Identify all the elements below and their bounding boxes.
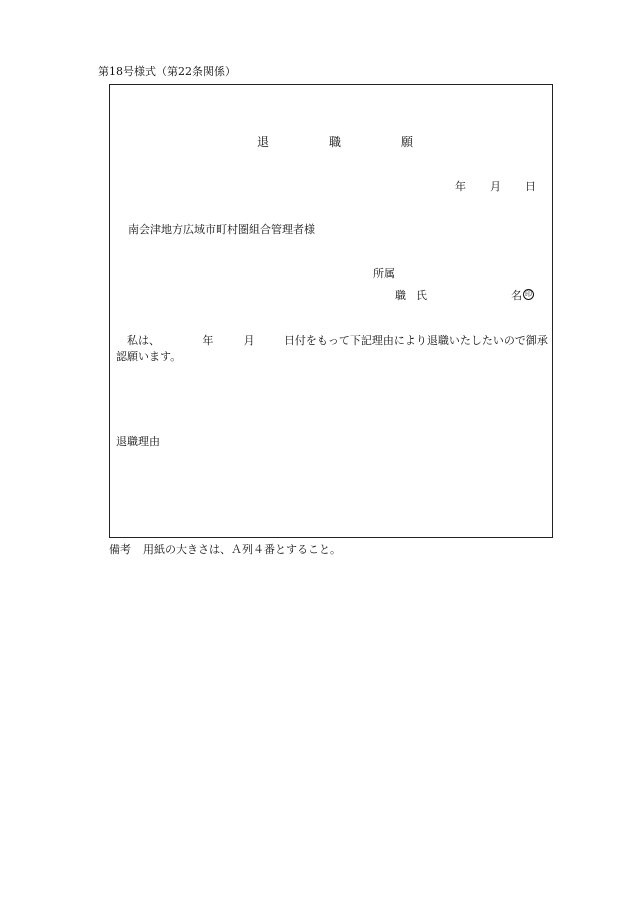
date-line: [455, 181, 536, 192]
remark-text: 用紙の大きさは、Ａ列４番とすること。: [143, 543, 341, 556]
body-month-label: 月: [243, 334, 255, 347]
date-month-label: 月: [490, 180, 501, 193]
form-frame: [109, 84, 553, 538]
date-year-label: 年: [455, 180, 466, 193]
body-line1-start: 私は、: [127, 334, 160, 347]
seal-icon: 印: [525, 290, 532, 298]
title-char-2: 職: [328, 135, 341, 149]
body-year-label: 年: [202, 334, 214, 347]
affiliation-label: 所属: [373, 267, 395, 280]
title-char-3: 願: [400, 135, 413, 149]
addressee: 南会津地方広域市町村圏組合管理者様: [128, 223, 315, 236]
body-line1-end: 日付をもって下記理由により退職いたしたいので御承: [283, 334, 548, 347]
remark-label: 備考: [109, 543, 131, 556]
date-day-label: 日: [525, 180, 536, 193]
request-body: [116, 333, 548, 365]
surname-label: 氏: [416, 289, 427, 302]
form-title: [257, 136, 413, 148]
name-label: 名: [511, 289, 522, 302]
body-line2: 認願います。: [116, 350, 182, 363]
title-char-1: 退: [257, 135, 270, 149]
remark: [109, 544, 341, 555]
position-label: 職: [395, 289, 406, 302]
reason-label: 退職理由: [116, 435, 160, 448]
form-number-header: 第18号様式（第22条関係）: [98, 65, 236, 78]
